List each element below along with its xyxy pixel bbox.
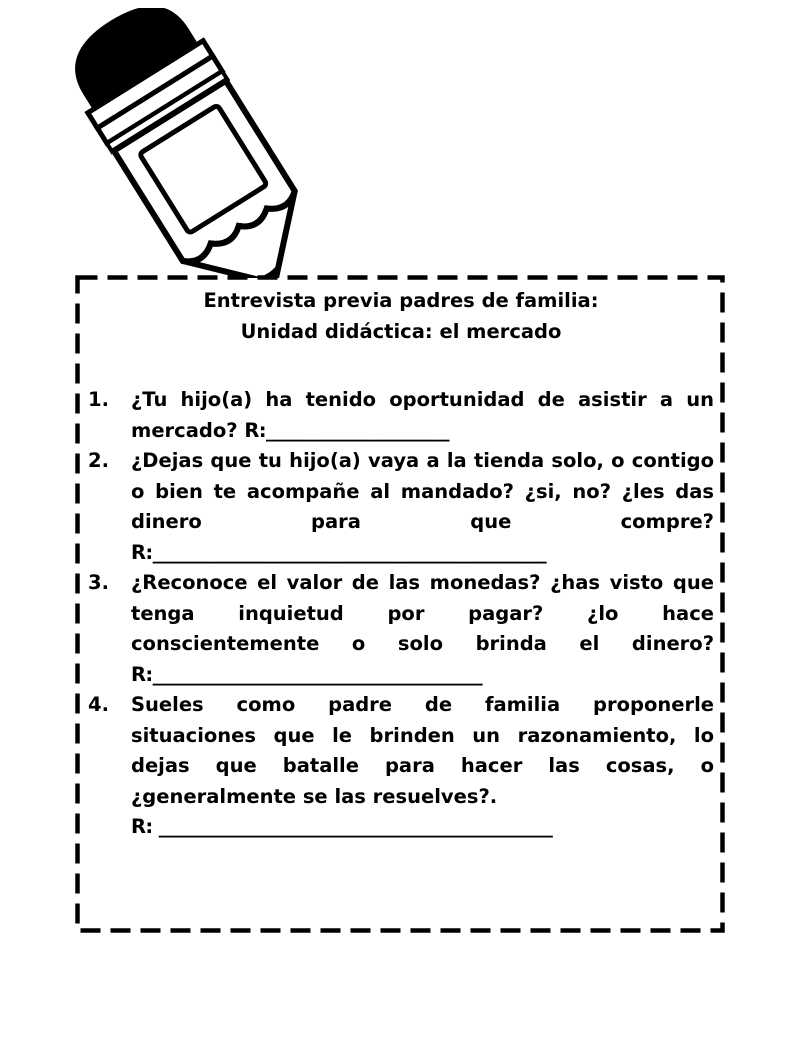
question-number: 4. <box>88 693 109 716</box>
answer-line[interactable]: R: ___________________________________________ <box>131 815 553 838</box>
title-line-1: Entrevista previa padres de familia: <box>203 289 599 312</box>
question-number: 2. <box>88 449 109 472</box>
question-number: 1. <box>88 388 109 411</box>
interview-form <box>88 286 714 843</box>
answer-line[interactable]: R:___________________________________________ <box>131 540 547 564</box>
question-text: ¿Dejas que tu hijo(a) vaya a la tienda solo, o contigo o bien te acompañe al mandado? ¿si, no? ¿les das dinero para que compre? <box>131 449 714 533</box>
answer-line[interactable]: R:____________________________________ <box>131 662 483 686</box>
question-item <box>88 446 714 568</box>
question-item <box>88 385 714 446</box>
question-text: ¿Tu hijo(a) ha tenido oportunidad de asistir a un mercado? <box>131 388 714 442</box>
pencil-icon <box>40 8 330 278</box>
question-list <box>88 385 714 812</box>
answer-line[interactable]: R:____________________ <box>244 418 449 442</box>
question-number: 3. <box>88 571 109 594</box>
question-text: Sueles como padre de familia proponerle situaciones que le brinden un razonamiento, lo dejas que batalle para hacer las cosas, o ¿generalmente se las resuelves?. <box>131 693 714 808</box>
question-text: ¿Reconoce el valor de las monedas? ¿has visto que tenga inquietud por pagar? ¿lo hace conscientemente o solo brinda el dinero? <box>131 571 714 655</box>
question-item <box>88 568 714 690</box>
question-item <box>88 690 714 812</box>
title-line-2: Unidad didáctica: el mercado <box>240 319 562 343</box>
